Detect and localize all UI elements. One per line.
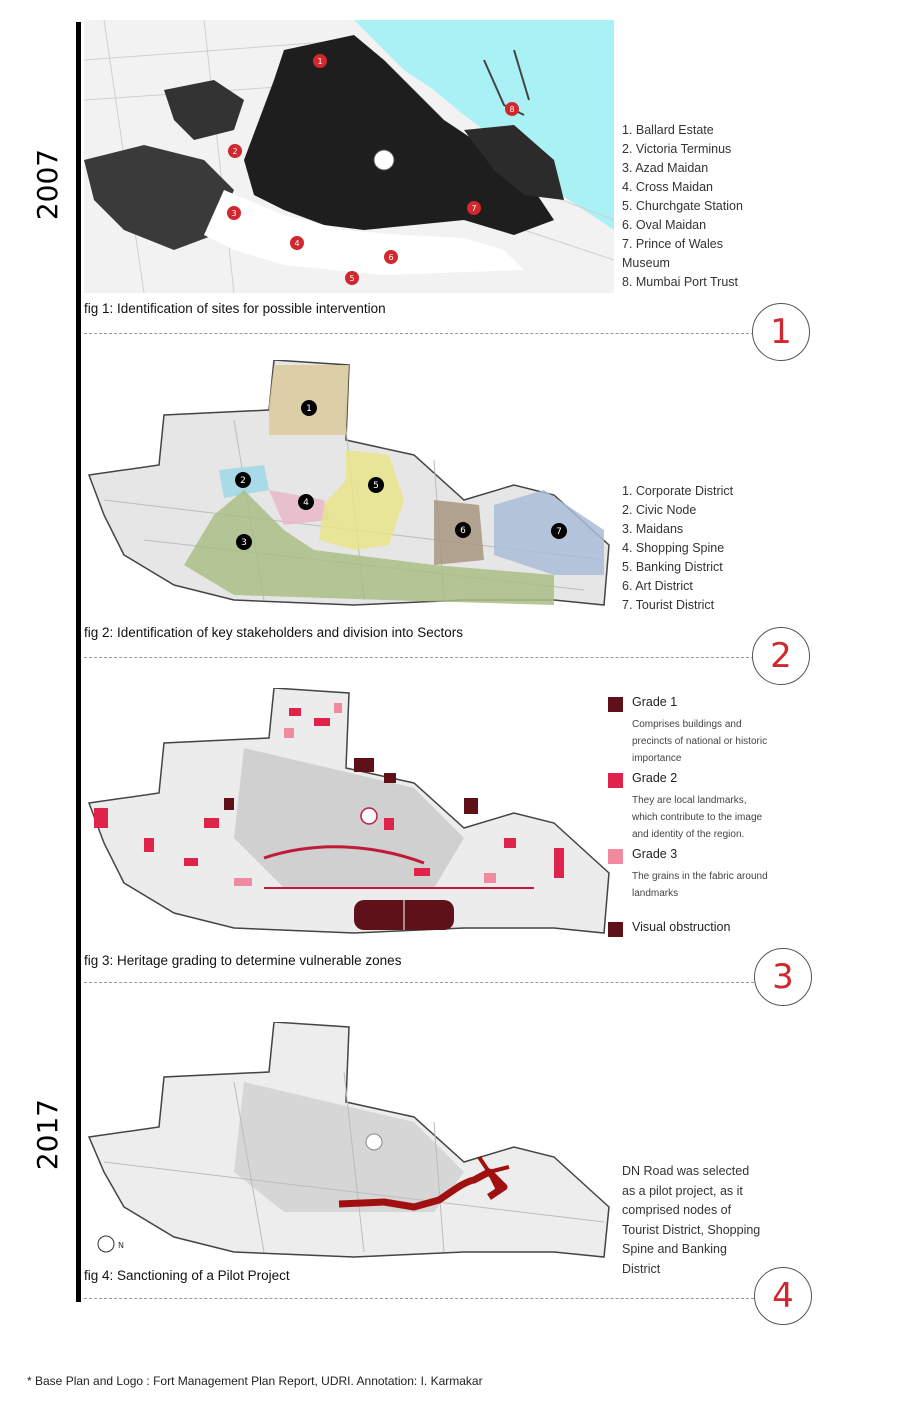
sector-item: 6. Art District <box>622 579 693 593</box>
divider-2 <box>84 657 754 658</box>
grade2-swatch <box>608 773 623 788</box>
grade-name: Grade 2 <box>632 771 678 785</box>
sector-item: 4. Shopping Spine <box>622 541 725 555</box>
step-badge-1: 1 <box>752 303 810 361</box>
site-item: 4. Cross Maidan <box>622 180 714 194</box>
fig1-caption: fig 1: Identification of sites for possible intervention <box>84 301 386 316</box>
site-label-3: 3 <box>231 209 237 218</box>
step-badge-2: 2 <box>752 627 810 685</box>
grade-desc: The grains in the fabric around landmarks <box>632 871 768 899</box>
fig3-caption: fig 3: Heritage grading to determine vulnerable zones <box>84 953 402 968</box>
site-label-8: 8 <box>509 105 515 114</box>
grade-name: Visual obstruction <box>632 920 731 934</box>
site-item: 8. Mumbai Port Trust <box>622 275 739 289</box>
north-label: N <box>118 1241 124 1250</box>
fig2-map <box>84 360 614 615</box>
sector-label-6: 6 <box>460 526 466 536</box>
grade-row-2 <box>608 771 768 788</box>
sector-label-5: 5 <box>373 481 379 491</box>
site-label-1: 1 <box>317 57 323 66</box>
grade1-swatch <box>608 697 623 712</box>
site-label-4: 4 <box>294 239 300 248</box>
fig3-map <box>84 688 614 943</box>
grade-row-3 <box>608 847 768 864</box>
site-item: 2. Victoria Terminus <box>622 142 732 156</box>
site-item: 6. Oval Maidan <box>622 218 707 232</box>
fig2-sector-list <box>622 482 733 615</box>
site-label-5: 5 <box>349 274 355 283</box>
divider-3 <box>84 982 754 983</box>
sector-label-2: 2 <box>240 476 246 486</box>
sector-item: 2. Civic Node <box>622 503 697 517</box>
grade3-swatch <box>608 849 623 864</box>
site-item: 3. Azad Maidan <box>622 161 709 175</box>
visual-obstruction-swatch <box>608 922 623 937</box>
footnote: * Base Plan and Logo : Fort Management Plan Report, UDRI. Annotation: I. Karmakar <box>27 1374 483 1388</box>
site-label-7: 7 <box>471 204 477 213</box>
grade-name: Grade 1 <box>632 695 678 709</box>
site-item: 5. Churchgate Station <box>622 199 743 213</box>
sector-label-1: 1 <box>306 404 312 414</box>
year-2007: 2007 <box>31 148 65 221</box>
site-item: 1. Ballard Estate <box>622 123 714 137</box>
site-label-2: 2 <box>232 147 238 156</box>
fig3-grade-legend <box>608 695 768 941</box>
sector-label-4: 4 <box>303 498 309 508</box>
grade-desc: Comprises buildings and precincts of national or historic importance <box>632 719 768 764</box>
year-2017: 2017 <box>31 1098 65 1171</box>
step-badge-4: 4 <box>754 1267 812 1325</box>
sector-item: 3. Maidans <box>622 522 684 536</box>
grade-row-4 <box>608 920 768 937</box>
fig1-site-list <box>622 121 743 292</box>
grade-row-1 <box>608 695 768 712</box>
grade-name: Grade 3 <box>632 847 678 861</box>
step-badge-3: 3 <box>754 948 812 1006</box>
sector-item: 7. Tourist District <box>622 598 715 612</box>
fig1-map <box>84 20 614 293</box>
sector-item: 5. Banking District <box>622 560 723 574</box>
site-label-6: 6 <box>388 253 394 262</box>
divider-1 <box>84 333 754 334</box>
grade-desc: They are local landmarks, which contribute to the image and identity of the region. <box>632 795 763 840</box>
divider-4 <box>84 1298 754 1299</box>
north-arrow-icon <box>98 1236 114 1252</box>
fig4-caption: fig 4: Sanctioning of a Pilot Project <box>84 1268 290 1283</box>
fig4-description: DN Road was selected as a pilot project, as it comprised nodes of Tourist District, Shopping Spine and Banking District <box>622 1164 761 1276</box>
sector-label-3: 3 <box>241 538 247 548</box>
site-item: Museum <box>622 256 670 270</box>
fig4-map <box>84 1022 614 1262</box>
sector-item: 1. Corporate District <box>622 484 734 498</box>
sector-label-7: 7 <box>556 527 562 537</box>
fig2-caption: fig 2: Identification of key stakeholders and division into Sectors <box>84 625 463 640</box>
timeline-bar <box>76 22 81 1302</box>
site-item: 7. Prince of Wales <box>622 237 723 251</box>
